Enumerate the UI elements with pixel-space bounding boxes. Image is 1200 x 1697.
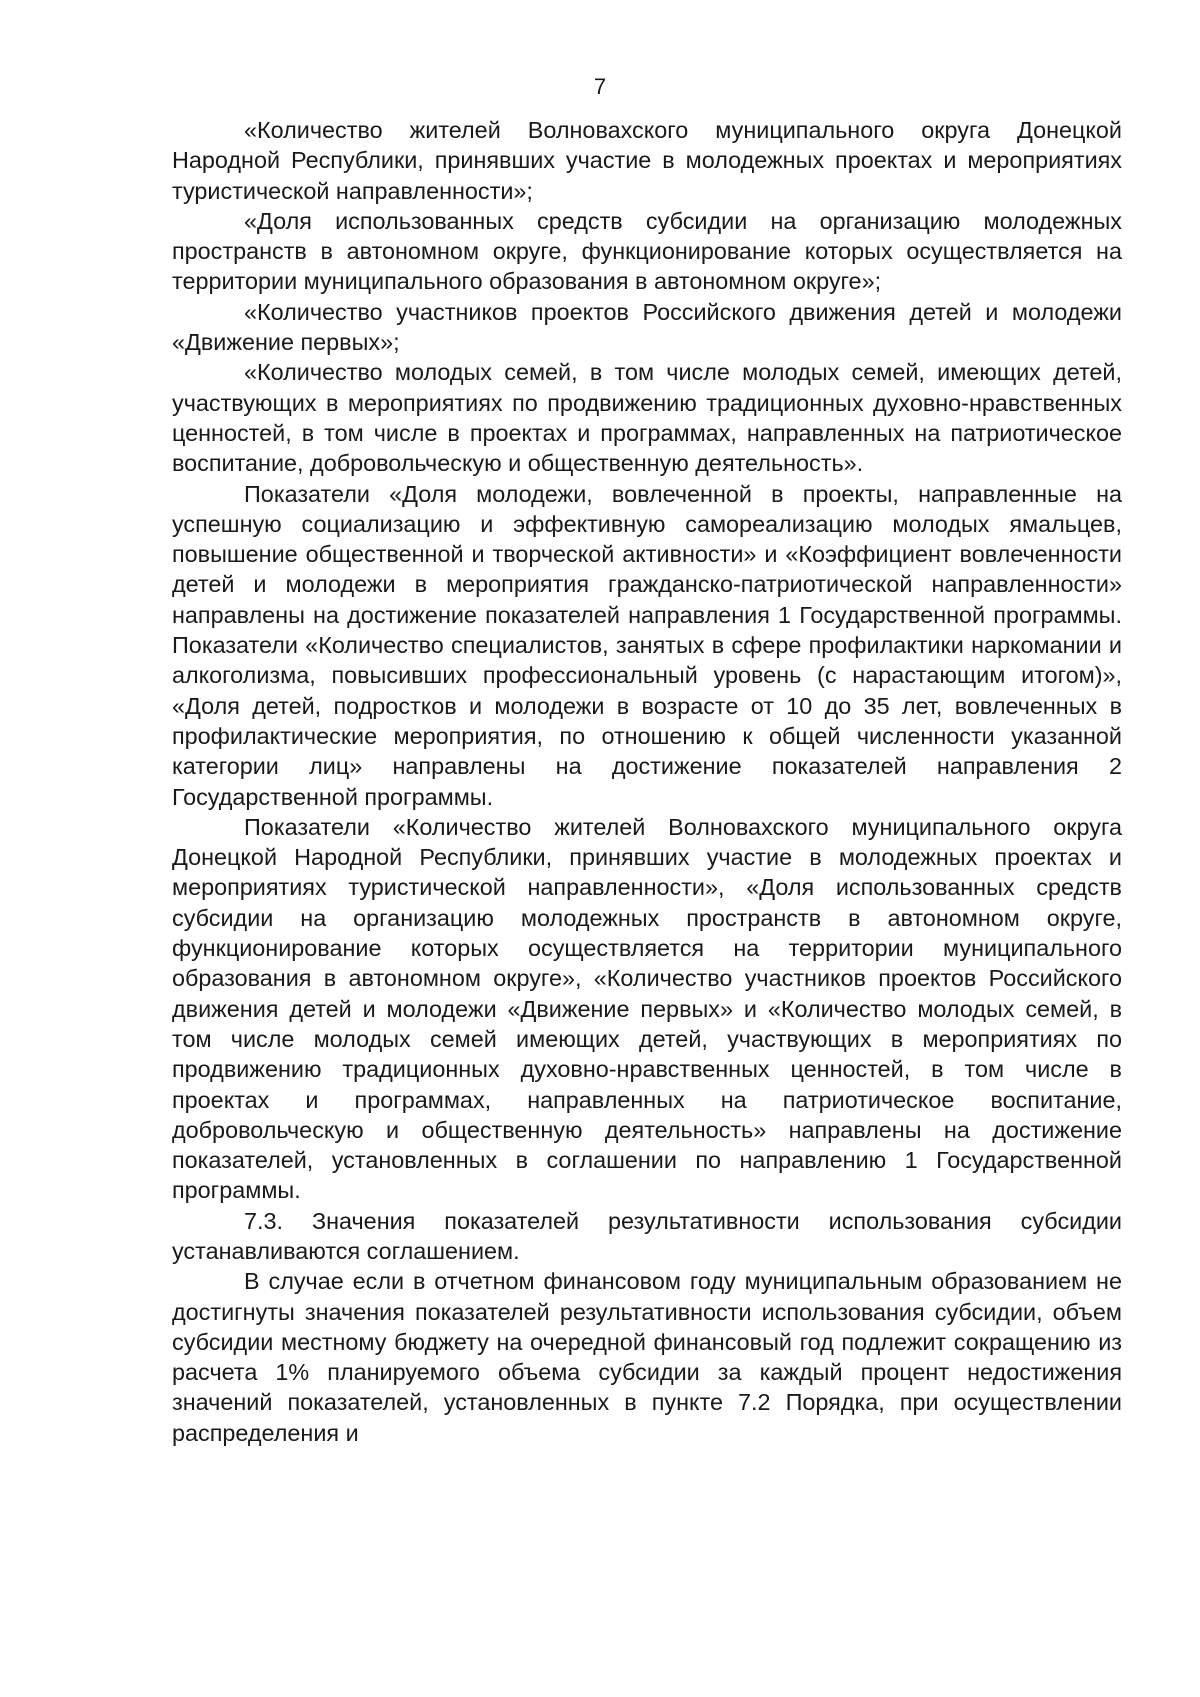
paragraph-indicator-young-families: «Количество молодых семей, в том числе молодых семей, имеющих детей, участвующих в мероприятиях по продвижению традиционных духовно-нравственных ценностей, в том числе в проектах и программах, направленных на патриотическое воспитание, добровольческую и общественную деятельность». xyxy=(172,359,1122,477)
document-body xyxy=(172,115,1122,1448)
page-number: 7 xyxy=(593,74,607,99)
paragraph-indicators-directions: Показатели «Доля молодежи, вовлеченной в проекты, направленные на успешную социализацию и эффективную самореализацию молодых ямальцев, повышение общественной и творческой активности» и «Коэффициент вовлеченности детей и молодежи в мероприятия гражданско-патриотической направленности» направлены на достижение показателей направления 1 Государственной программы. Показатели «Количество специалистов, занятых в сфере профилактики наркомании и алкоголизма, повысивших профессиональный уровень (с нарастающим итогом)», «Доля детей, подростков и молодежи в возрасте от 10 до 35 лет, вовлеченных в профилактические мероприятия, по отношению к общей численности указанной категории лиц» направлены на достижение показателей направления 2 Государственной программы. xyxy=(172,480,1122,810)
paragraph-indicator-subsidy-share: «Доля использованных средств субсидии на организацию молодежных пространств в автономном округе, функционирование которых осуществляется на территории муниципального образования в автономном округе»; xyxy=(172,207,1122,295)
paragraph-section-7-3: 7.3. Значения показателей результативности использования субсидии устанавливаются соглашением. xyxy=(172,1207,1122,1264)
paragraph-indicator-participants: «Количество участников проектов Российского движения детей и молодежи «Движение первых»; xyxy=(172,298,1122,356)
paragraph-indicator-residents: «Количество жителей Волновахского муниципального округа Донецкой Народной Республики, принявших участие в молодежных проектах и мероприятиях туристической направленности»; xyxy=(172,117,1122,204)
paragraph-reduction-rule: В случае если в отчетном финансовом году муниципальным образованием не достигнуты значения показателей результативности использования субсидии, объем субсидии местному бюджету на очередной финансовый год подлежит сокращению из расчета 1% планируемого объема субсидии за каждый процент недостижения значений показателей, установленных в пункте 7.2 Порядка, при осуществлении распределения и xyxy=(172,1268,1122,1446)
paragraph-indicators-agreement: Показатели «Количество жителей Волновахского муниципального округа Донецкой Народной Республики, принявших участие в молодежных проектах и мероприятиях туристической направленности», «Доля использованных средств субсидии на организацию молодежных пространств в автономном округе, функционирование которых осуществляется на территории муниципального образования в автономном округе», «Количество участников проектов Российского движения детей и молодежи «Движение первых» и «Количество молодых семей, в том числе молодых семей имеющих детей, участвующих в мероприятиях по продвижению традиционных духовно-нравственных ценностей, в том числе в проектах и программах, направленных на патриотическое воспитание, добровольческую и общественную деятельность» направлены на достижение показателей, установленных в соглашении по направлению 1 Государственной программы. xyxy=(172,813,1122,1204)
